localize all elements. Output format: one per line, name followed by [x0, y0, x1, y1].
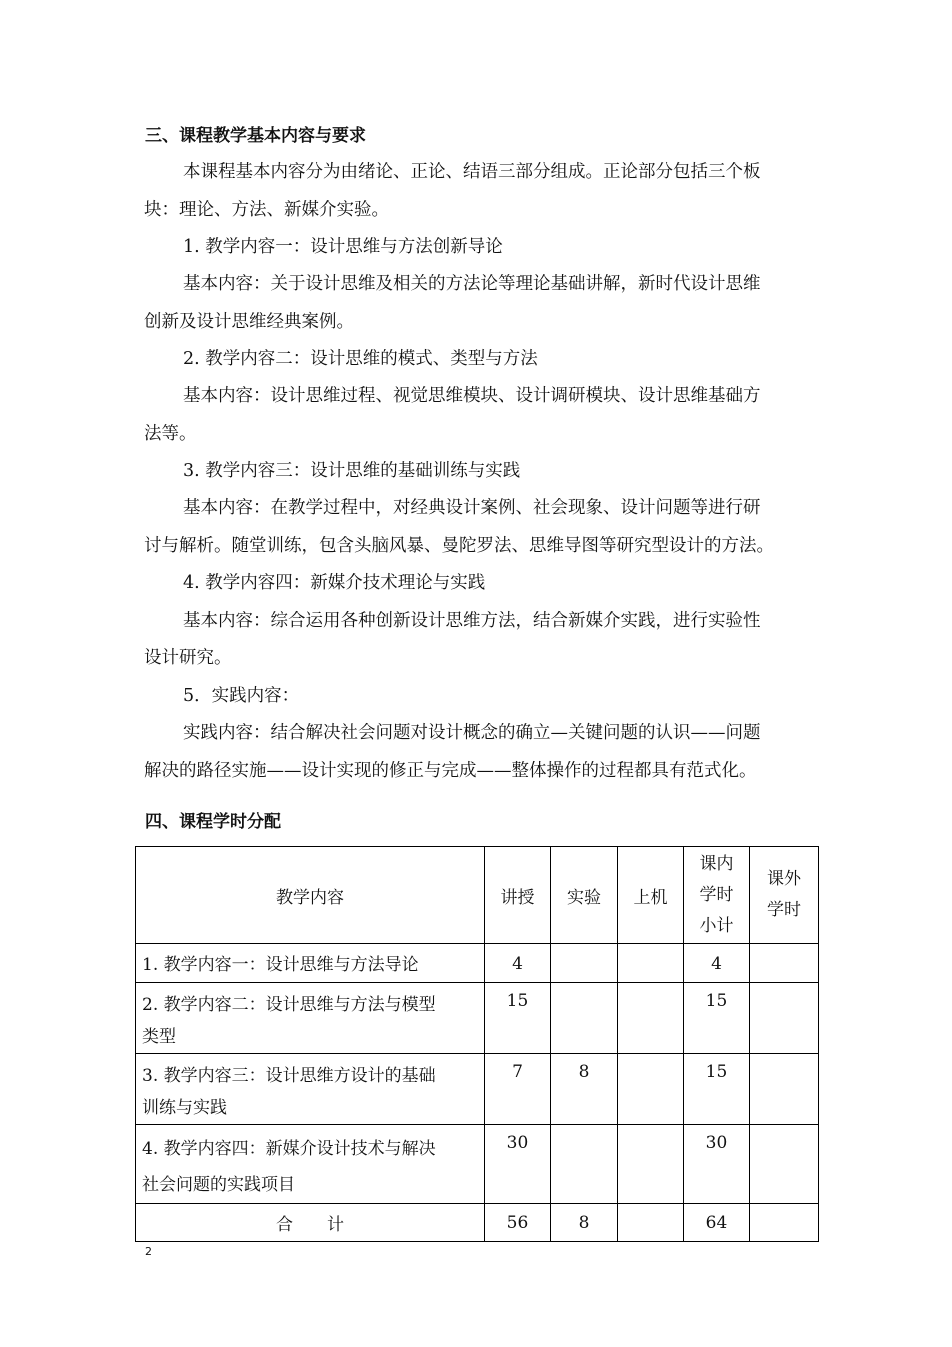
- item-2-content-line-2: 法等。: [144, 424, 197, 444]
- header-in-class-line-3: 小计: [699, 915, 734, 936]
- page-number: 2: [145, 1245, 152, 1258]
- table-row: [136, 983, 819, 1054]
- header-content: 教学内容: [136, 847, 485, 944]
- row-1-extra: [750, 944, 819, 983]
- practice-title: 5．实践内容：: [183, 686, 300, 706]
- row-1-computer: [618, 944, 684, 983]
- row-2-subtotal: 15: [684, 983, 750, 1054]
- header-extra-hours: [750, 847, 819, 944]
- row-4-lecture: 30: [485, 1125, 551, 1204]
- header-in-class-line-1: 课内: [699, 853, 734, 874]
- row-4-content: [136, 1125, 485, 1204]
- row-4-experiment: [551, 1125, 618, 1204]
- header-extra-line-1: 课外: [767, 869, 801, 889]
- total-experiment: 8: [551, 1204, 618, 1242]
- item-4-title: 4. 教学内容四：新媒介技术理论与实践: [183, 573, 486, 593]
- row-3-content: [136, 1054, 485, 1125]
- item-4-content-line-2: 设计研究。: [144, 648, 232, 668]
- row-4-computer: [618, 1125, 684, 1204]
- item-2-title: 2. 教学内容二：设计思维的模式、类型与方法: [183, 349, 538, 369]
- row-3-content-line-2: 训练与实践: [142, 1098, 227, 1118]
- item-1-title: 1. 教学内容一：设计思维与方法创新导论: [183, 237, 503, 257]
- row-1-subtotal: 4: [684, 944, 750, 983]
- item-3-title: 3. 教学内容三：设计思维的基础训练与实践: [183, 461, 521, 481]
- table-header-row: [136, 847, 819, 944]
- item-1-content-line-1: 基本内容：关于设计思维及相关的方法论等理论基础讲解，新时代设计思维: [183, 274, 761, 294]
- total-label: 合 计: [136, 1204, 485, 1242]
- row-1-content: [136, 944, 485, 983]
- item-3-content-line-1: 基本内容：在教学过程中，对经典设计案例、社会现象、设计问题等进行研: [183, 498, 761, 518]
- header-extra-line-2: 学时: [767, 900, 801, 920]
- header-in-class-line-2: 学时: [699, 884, 734, 905]
- header-computer: 上机: [618, 847, 684, 944]
- row-4-extra: [750, 1125, 819, 1204]
- row-1-experiment: [551, 944, 618, 983]
- table-row: [136, 1125, 819, 1204]
- practice-line-2: 解决的路径实施——设计实现的修正与完成——整体操作的过程都具有范式化。: [144, 761, 757, 781]
- item-1-content-line-2: 创新及设计思维经典案例。: [144, 312, 354, 332]
- intro-line-1: 本课程基本内容分为由绪论、正论、结语三部分组成。正论部分包括三个板: [183, 162, 761, 182]
- intro-line-2: 块：理论、方法、新媒介实验。: [144, 200, 389, 220]
- header-in-class-hours: [684, 847, 750, 944]
- row-4-subtotal: 30: [684, 1125, 750, 1204]
- row-4-content-line-1: 4. 教学内容四：新媒介设计技术与解决: [142, 1139, 436, 1159]
- item-4-content-line-1: 基本内容：综合运用各种创新设计思维方法，结合新媒介实践，进行实验性: [183, 611, 761, 631]
- row-2-content: [136, 983, 485, 1054]
- total-computer: [618, 1204, 684, 1242]
- row-3-experiment: 8: [551, 1054, 618, 1125]
- row-2-experiment: [551, 983, 618, 1054]
- row-4-content-line-2: 社会问题的实践项目: [142, 1175, 295, 1195]
- hours-allocation-table: [135, 846, 819, 1242]
- row-3-subtotal: 15: [684, 1054, 750, 1125]
- total-subtotal: 64: [684, 1204, 750, 1242]
- row-2-lecture: 15: [485, 983, 551, 1054]
- total-extra: [750, 1204, 819, 1242]
- header-experiment: 实验: [551, 847, 618, 944]
- section-3-heading: 三、课程教学基本内容与要求: [145, 126, 366, 146]
- table-row: [136, 1054, 819, 1125]
- item-3-content-line-2: 讨与解析。随堂训练，包含头脑风暴、曼陀罗法、思维导图等研究型设计的方法。: [144, 536, 774, 556]
- row-3-content-line-1: 3. 教学内容三：设计思维方设计的基础: [142, 1066, 436, 1086]
- row-2-content-line-2: 类型: [142, 1027, 176, 1047]
- item-2-content-line-1: 基本内容：设计思维过程、视觉思维模块、设计调研模块、设计思维基础方: [183, 386, 761, 406]
- table-total-row: [136, 1204, 819, 1242]
- row-3-computer: [618, 1054, 684, 1125]
- practice-line-1: 实践内容：结合解决社会问题对设计概念的确立—关键问题的认识——问题: [183, 723, 761, 743]
- row-3-extra: [750, 1054, 819, 1125]
- table-row: [136, 944, 819, 983]
- row-2-extra: [750, 983, 819, 1054]
- row-1-lecture: 4: [485, 944, 551, 983]
- total-lecture: 56: [485, 1204, 551, 1242]
- row-2-content-line-1: 2. 教学内容二：设计思维与方法与模型: [142, 995, 436, 1015]
- row-1-content-line-1: 1. 教学内容一：设计思维与方法导论: [142, 954, 419, 975]
- header-lecture: 讲授: [485, 847, 551, 944]
- section-4-heading: 四、课程学时分配: [145, 812, 281, 832]
- row-3-lecture: 7: [485, 1054, 551, 1125]
- row-2-computer: [618, 983, 684, 1054]
